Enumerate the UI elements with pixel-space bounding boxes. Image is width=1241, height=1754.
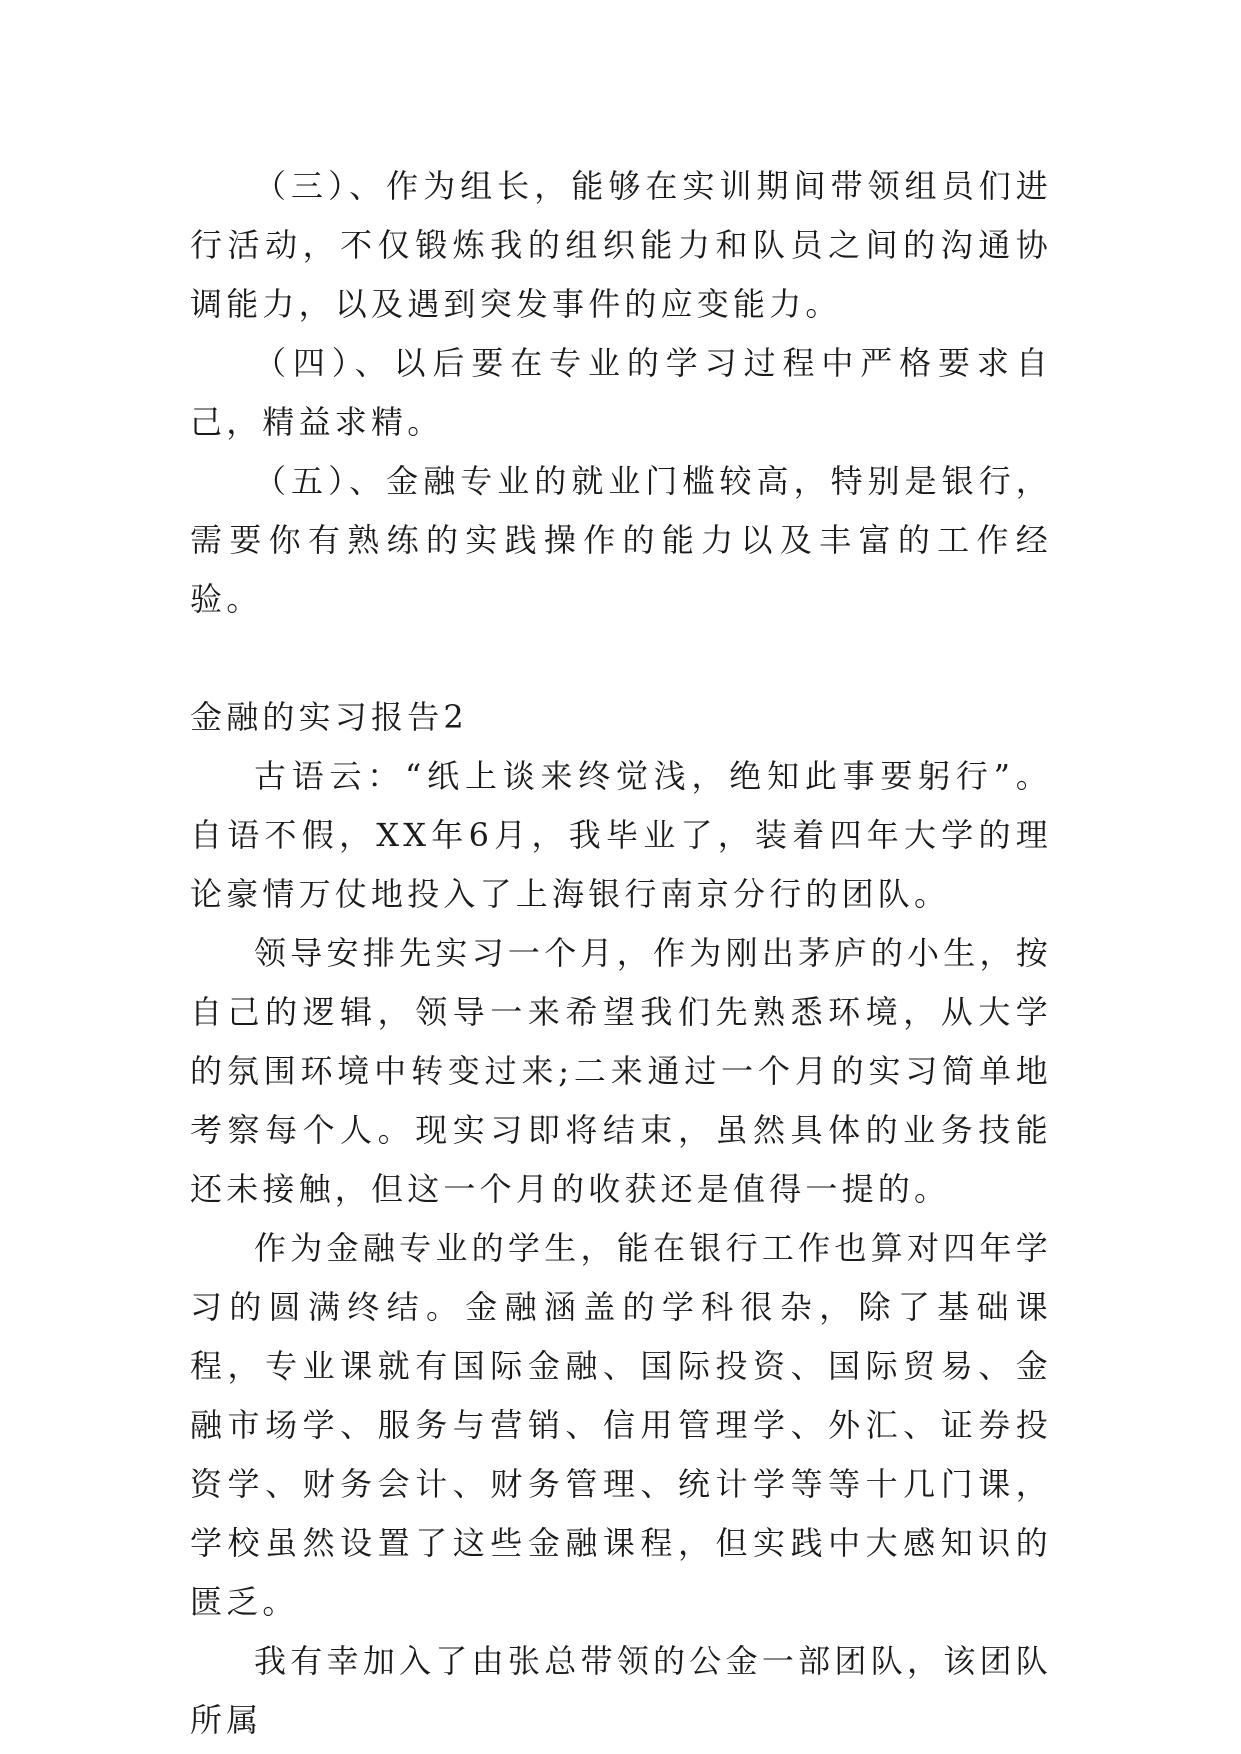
paragraph-3: （三）、作为组长，能够在实训期间带领组员们进行活动，不仅锻炼我的组织能力和队员之间的沟通协调能力，以及遇到突发事件的应变能力。 [190, 167, 1052, 323]
paragraph-team: 我有幸加入了由张总带领的公金一部团队，该团队所属 [190, 1642, 1052, 1739]
paragraph-major: 作为金融专业的学生，能在银行工作也算对四年学习的圆满终结。金融涵盖的学科很杂，除了基础课程，专业课就有国际金融、国际投资、国际贸易、金融市场学、服务与营销、信用管理学、外汇、证券投资学、财务会计、财务管理、统计学等等十几门课，学校虽然设置了这些金融课程，但实践中大感知识的匮乏。 [190, 1229, 1052, 1621]
paragraph-5: （五）、金融专业的就业门槛较高，特别是银行，需要你有熟练的实践操作的能力以及丰富的工作经验。 [190, 462, 1052, 618]
document-body [190, 157, 1052, 1750]
section-heading: 金融的实习报告2 [190, 698, 468, 736]
paragraph-internship: 领导安排先实习一个月，作为刚出茅庐的小生，按自己的逻辑，领导一来希望我们先熟悉环境，从大学的氛围环境中转变过来;二来通过一个月的实习简单地考察每个人。现实习即将结束，虽然具体的业务技能还未接触，但这一个月的收获还是值得一提的。 [190, 934, 1052, 1208]
paragraph-quote: 古语云：“纸上谈来终觉浅，绝知此事要躬行”。自语不假，XX年6月，我毕业了，装着四年大学的理论豪情万仗地投入了上海银行南京分行的团队。 [190, 757, 1052, 913]
paragraph-4: （四）、以后要在专业的学习过程中严格要求自己，精益求精。 [190, 344, 1052, 441]
